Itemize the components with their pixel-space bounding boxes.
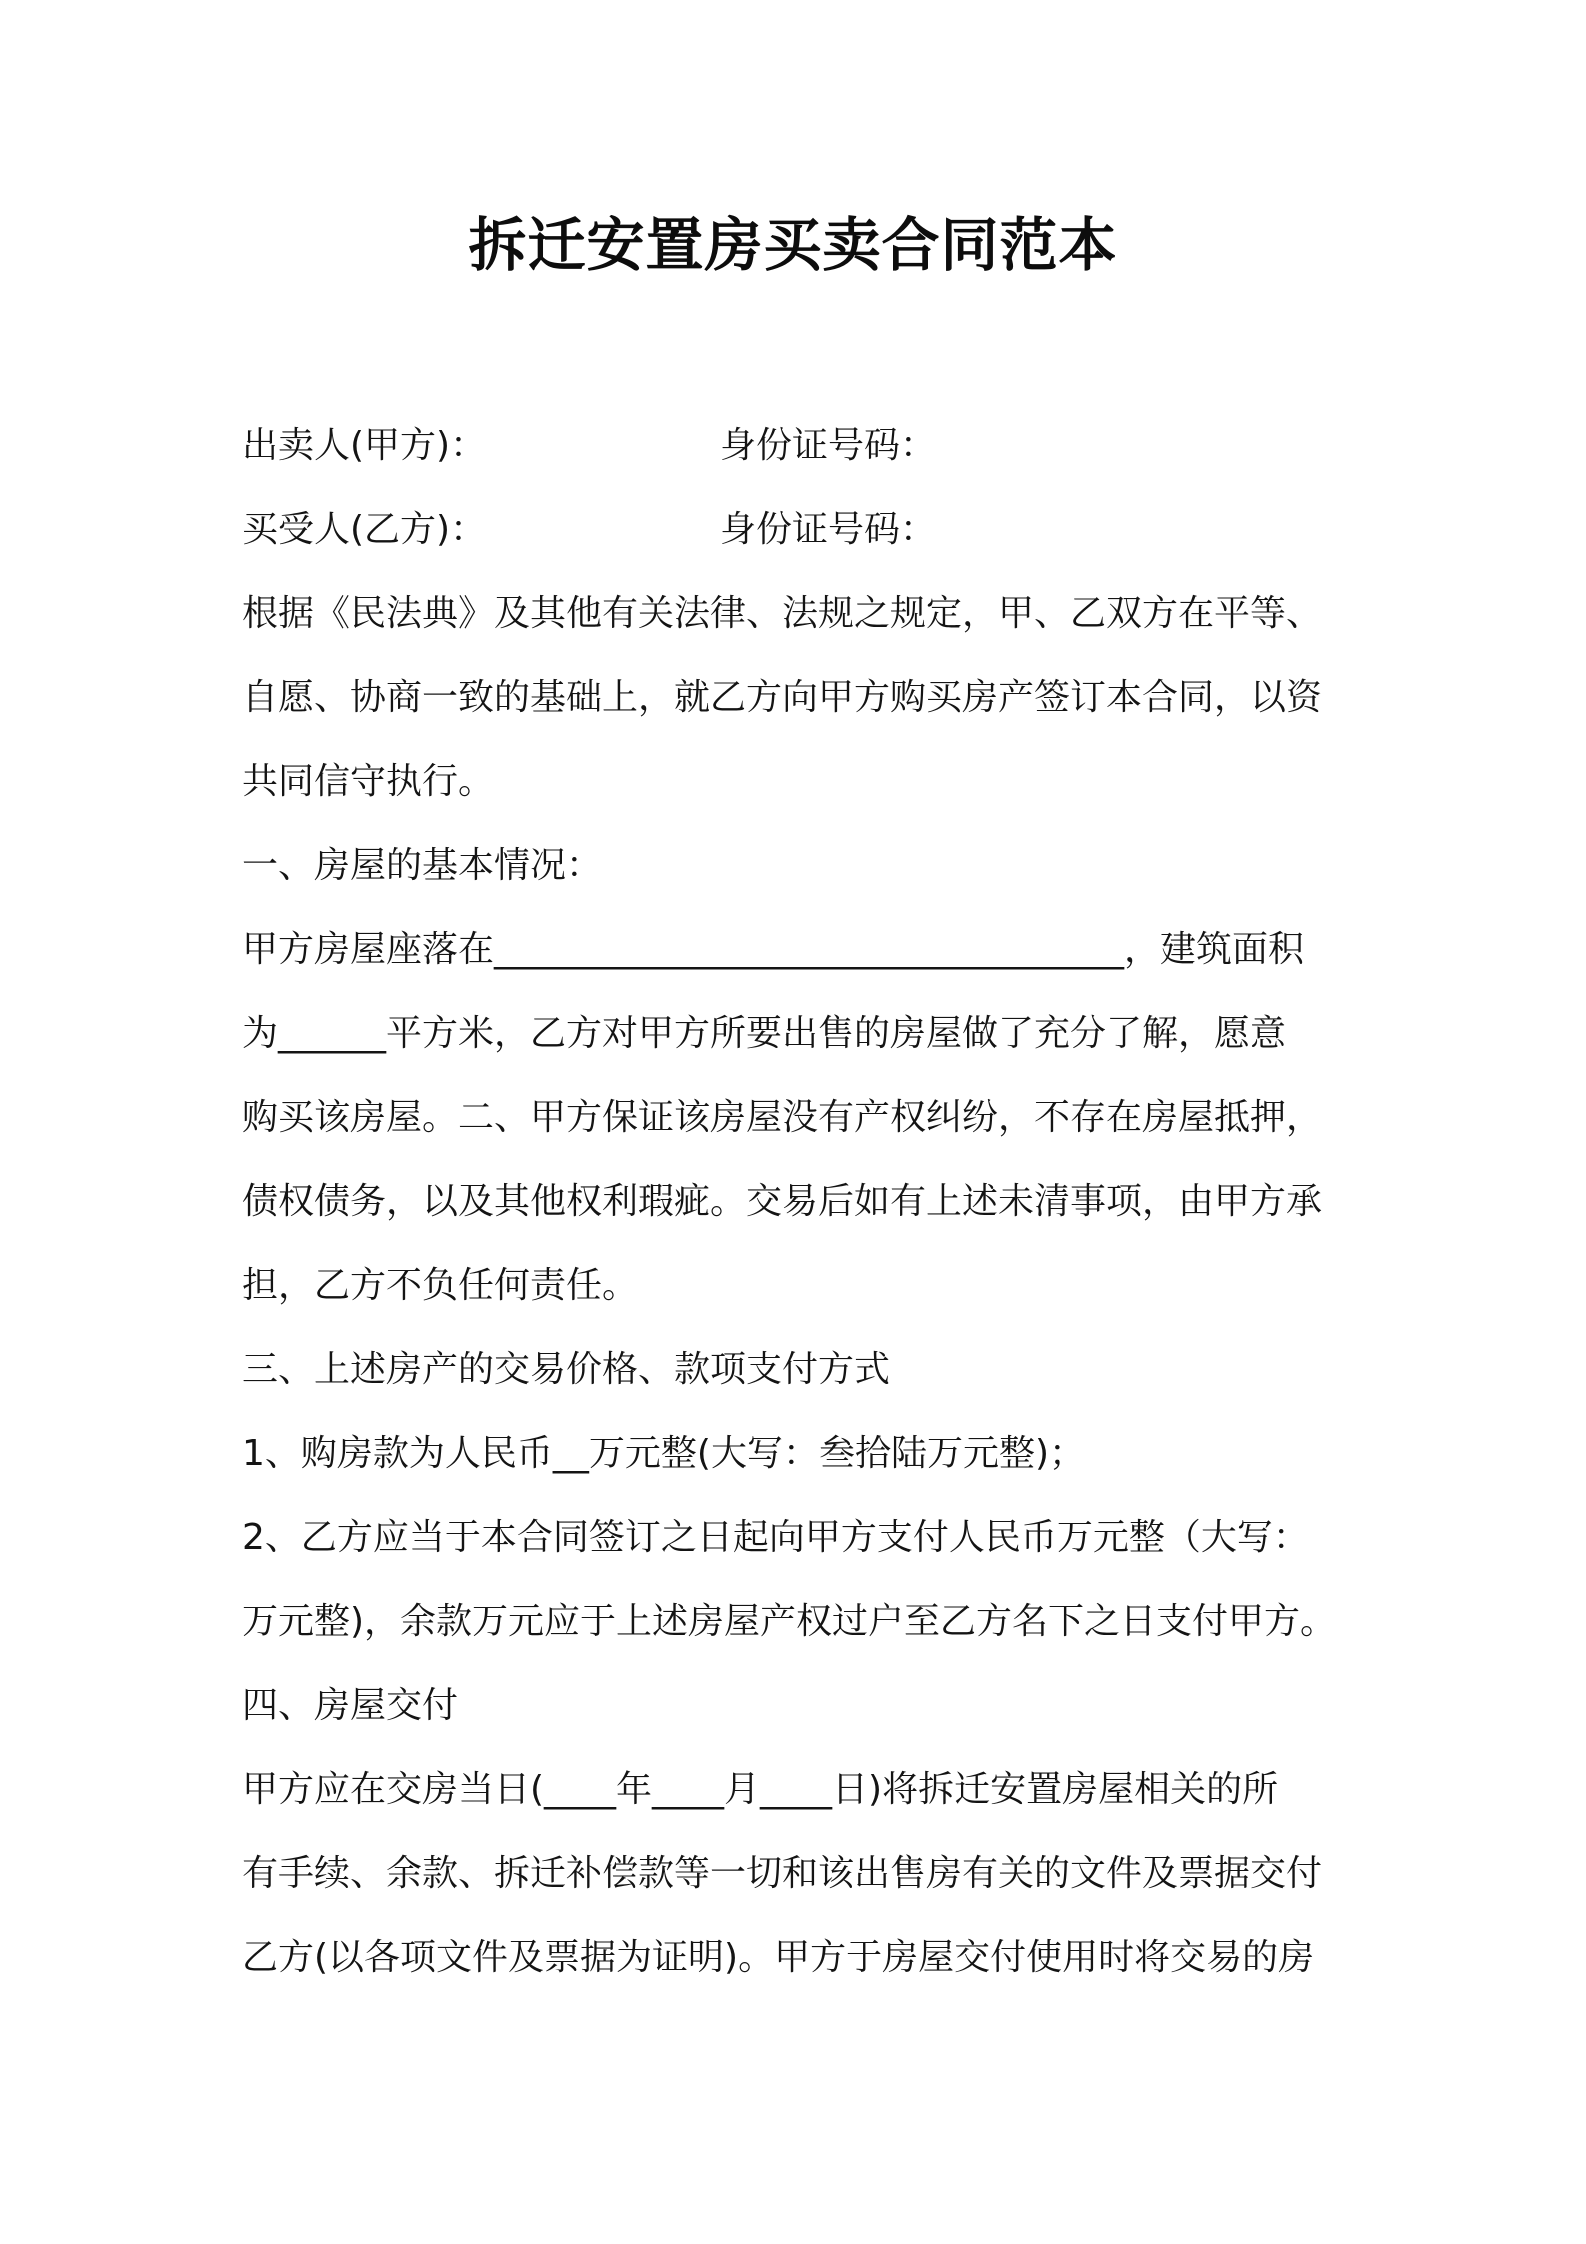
text-line: 甲方应在交房当日(____年____月____日)将拆迁安置房屋相关的所 <box>242 1769 1279 1810</box>
seller-label: 出卖人(甲方)： <box>242 425 487 466</box>
text-line: 2、乙方应当于本合同签订之日起向甲方支付人民币万元整（大写： <box>242 1517 1309 1558</box>
text-line: 有手续、余款、拆迁补偿款等一切和该出售房有关的文件及票据交付 <box>242 1853 1323 1894</box>
buyer-label: 买受人(乙方)： <box>242 509 487 550</box>
section-heading-4: 四、房屋交付 <box>242 1685 459 1726</box>
buyer-id-label: 身份证号码： <box>720 509 937 550</box>
text-line: 自愿、协商一致的基础上，就乙方向甲方购买房产签订本合同，以资 <box>242 677 1323 718</box>
document-title: 拆迁安置房买卖合同范本 <box>468 211 1118 279</box>
section-heading-1: 一、房屋的基本情况： <box>242 845 603 886</box>
text-line: 购买该房屋。二、甲方保证该房屋没有产权纠纷，不存在房屋抵押， <box>242 1097 1323 1138</box>
contract-body <box>242 404 1372 2000</box>
buyer-row <box>242 488 1372 572</box>
text-line: 共同信守执行。 <box>242 761 495 802</box>
seller-row <box>242 404 1372 488</box>
text-line: 1、购房款为人民币__万元整(大写：叁拾陆万元整)； <box>242 1433 1085 1474</box>
section-heading-3: 三、上述房产的交易价格、款项支付方式 <box>242 1349 891 1390</box>
text-line: 债权债务，以及其他权利瑕疵。交易后如有上述未清事项，由甲方承 <box>242 1181 1323 1222</box>
text-line: 根据《民法典》及其他有关法律、法规之规定，甲、乙双方在平等、 <box>242 593 1323 634</box>
seller-id-label: 身份证号码： <box>720 425 937 466</box>
text-line: 甲方房屋座落在___________________________________，建筑面积 <box>242 929 1305 970</box>
text-line: 为______平方米，乙方对甲方所要出售的房屋做了充分了解，愿意 <box>242 1013 1287 1054</box>
text-line: 万元整)，余款万元应于上述房屋产权过户至乙方名下之日支付甲方。 <box>242 1601 1337 1642</box>
text-line: 乙方(以各项文件及票据为证明)。甲方于房屋交付使用时将交易的房 <box>242 1937 1315 1978</box>
text-line: 担，乙方不负任何责任。 <box>242 1265 639 1306</box>
